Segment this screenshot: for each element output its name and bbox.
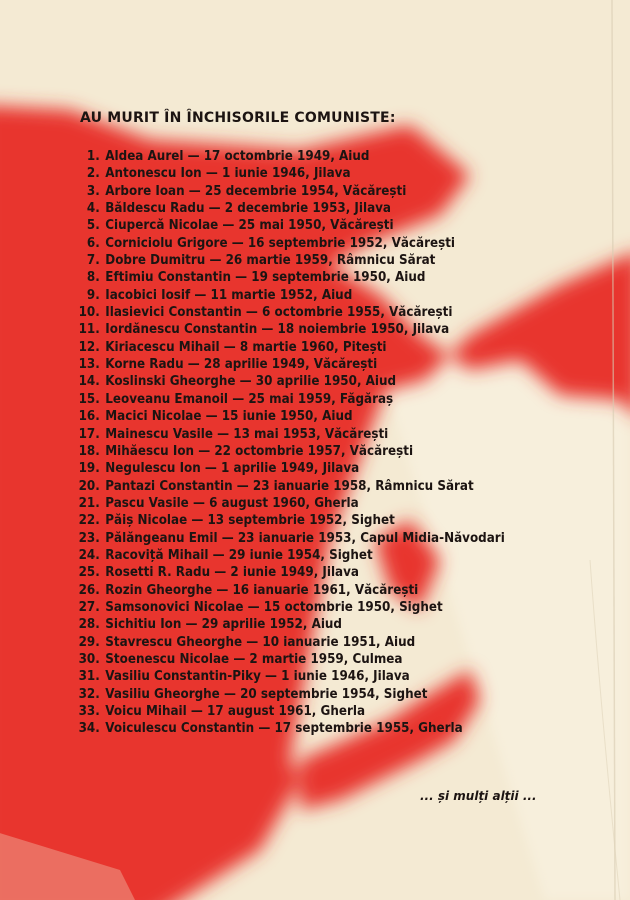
list-item <box>74 564 506 581</box>
item-text: Ciupercă Nicolae — 25 mai 1950, Văcărești <box>105 218 394 234</box>
list-item <box>74 599 506 616</box>
list-item <box>74 356 506 373</box>
item-number: 3. <box>86 183 100 199</box>
item-number: 30. <box>78 651 100 667</box>
item-number: 8. <box>86 270 100 286</box>
item-text: Vasiliu Constantin-Piky — 1 iunie 1946, Jilava <box>105 669 410 685</box>
list-item <box>74 651 506 668</box>
item-text: Stoenescu Nicolae — 2 martie 1959, Culmea <box>105 651 403 667</box>
list-item <box>74 443 506 460</box>
list-item <box>74 252 506 269</box>
list-item <box>74 668 506 685</box>
list-item <box>74 148 506 165</box>
list-item <box>74 634 506 651</box>
item-number: 31. <box>78 669 100 685</box>
list-item <box>74 321 506 338</box>
item-text: Vasiliu Gheorghe — 20 septembrie 1954, Sighet <box>105 686 428 702</box>
item-number: 11. <box>78 322 100 338</box>
item-text: Leoveanu Emanoil — 25 mai 1959, Făgăraș <box>105 391 394 407</box>
item-text: Negulescu Ion — 1 aprilie 1949, Jilava <box>105 461 360 477</box>
list-item <box>74 287 506 304</box>
item-text: Voiculescu Constantin — 17 septembrie 1955, Gherla <box>105 721 463 737</box>
list-item <box>74 304 506 321</box>
page-heading: AU MURIT ÎN ÎNCHISORILE COMUNISTE: <box>80 110 396 126</box>
list-item <box>74 495 506 512</box>
victims-list <box>74 148 544 738</box>
item-number: 17. <box>78 426 100 442</box>
list-item <box>74 686 506 703</box>
item-number: 19. <box>78 461 100 477</box>
item-text: Eftimiu Constantin — 19 septembrie 1950, Aiud <box>105 270 426 286</box>
item-text: Pascu Vasile — 6 august 1960, Gherla <box>105 495 359 511</box>
list-item <box>74 703 506 720</box>
item-number: 6. <box>86 235 100 251</box>
item-text: Sichitiu Ion — 29 aprilie 1952, Aiud <box>105 617 343 633</box>
item-text: Korne Radu — 28 aprilie 1949, Văcărești <box>105 357 378 373</box>
item-text: Pălăngeanu Emil — 23 ianuarie 1953, Capul Midia-Năvodari <box>105 530 505 546</box>
list-item <box>74 460 506 477</box>
item-number: 29. <box>78 634 100 650</box>
list-item <box>74 200 506 217</box>
item-number: 33. <box>78 704 100 719</box>
item-number: 20. <box>78 478 100 494</box>
item-text: Samsonovici Nicolae — 15 octombrie 1950, Sighet <box>105 599 443 615</box>
item-text: Dobre Dumitru — 26 martie 1959, Râmnicu Sărat <box>105 253 436 269</box>
list-item <box>74 582 506 599</box>
item-text: Ilasievici Constantin — 6 octombrie 1955, Văcărești <box>105 305 453 321</box>
list-item <box>74 408 506 425</box>
list-item <box>74 530 506 547</box>
list-item <box>74 217 506 234</box>
item-number: 27. <box>78 599 100 615</box>
list-item <box>74 373 506 390</box>
item-number: 24. <box>78 547 100 563</box>
item-number: 32. <box>78 686 100 702</box>
list-item <box>74 269 506 286</box>
item-number: 2. <box>86 166 100 182</box>
item-text: Iacobici Iosif — 11 martie 1952, Aiud <box>105 287 353 303</box>
list-item <box>74 478 506 495</box>
item-number: 5. <box>86 218 100 234</box>
item-number: 26. <box>78 582 100 598</box>
item-text: Koslinski Gheorghe — 30 aprilie 1950, Aiud <box>105 374 397 390</box>
item-number: 25. <box>78 565 100 581</box>
item-text: Băldescu Radu — 2 decembrie 1953, Jilava <box>105 201 392 217</box>
item-number: 34. <box>78 721 100 737</box>
list-item <box>74 339 506 356</box>
item-number: 16. <box>78 409 100 425</box>
item-number: 10. <box>78 305 100 321</box>
item-text: Racoviță Mihail — 29 iunie 1954, Sighet <box>105 547 373 563</box>
list-item <box>74 547 506 564</box>
item-text: Mainescu Vasile — 13 mai 1953, Văcărești <box>105 426 389 442</box>
list-item <box>74 391 506 408</box>
item-text: Arbore Ioan — 25 decembrie 1954, Văcărești <box>105 183 407 199</box>
item-text: Stavrescu Gheorghe — 10 ianuarie 1951, Aiud <box>105 634 416 650</box>
item-number: 9. <box>86 287 100 303</box>
item-number: 28. <box>78 617 100 633</box>
item-text: Mihăescu Ion — 22 octombrie 1957, Văcărești <box>105 443 414 459</box>
item-number: 12. <box>78 339 100 355</box>
item-text: Păiș Nicolae — 13 septembrie 1952, Sighet <box>105 513 395 529</box>
item-text: Antonescu Ion — 1 iunie 1946, Jilava <box>105 166 351 182</box>
item-text: Rozin Gheorghe — 16 ianuarie 1961, Văcărești <box>105 582 419 598</box>
item-text: Corniciolu Grigore — 16 septembrie 1952, Văcărești <box>105 235 456 251</box>
item-text: Rosetti R. Radu — 2 iunie 1949, Jilava <box>105 565 359 581</box>
list-item <box>74 165 506 182</box>
list-item <box>74 426 506 443</box>
item-number: 15. <box>78 391 100 407</box>
item-text: Iordănescu Constantin — 18 noiembrie 1950, Jilava <box>105 322 450 338</box>
item-number: 21. <box>78 495 100 511</box>
item-text: Pantazi Constantin — 23 ianuarie 1958, Râmnicu Sărat <box>105 478 474 494</box>
item-number: 22. <box>78 513 100 529</box>
list-item <box>74 720 506 737</box>
item-text: Macici Nicolae — 15 iunie 1950, Aiud <box>105 409 353 425</box>
item-number: 4. <box>86 201 100 217</box>
list-item <box>74 235 506 252</box>
item-number: 13. <box>78 357 100 373</box>
item-text: Kiriacescu Mihail — 8 martie 1960, Pitești <box>105 339 387 355</box>
item-number: 1. <box>86 149 100 164</box>
closing-note: ... și mulți alții ... <box>420 789 537 803</box>
list-item <box>74 512 506 529</box>
list-item <box>74 183 506 200</box>
item-number: 23. <box>78 530 100 546</box>
item-text: Aldea Aurel — 17 octombrie 1949, Aiud <box>105 149 370 164</box>
item-number: 18. <box>78 443 100 459</box>
list-item <box>74 616 506 633</box>
item-number: 7. <box>86 253 100 269</box>
item-number: 14. <box>78 374 100 390</box>
item-text: Voicu Mihail — 17 august 1961, Gherla <box>105 704 366 719</box>
